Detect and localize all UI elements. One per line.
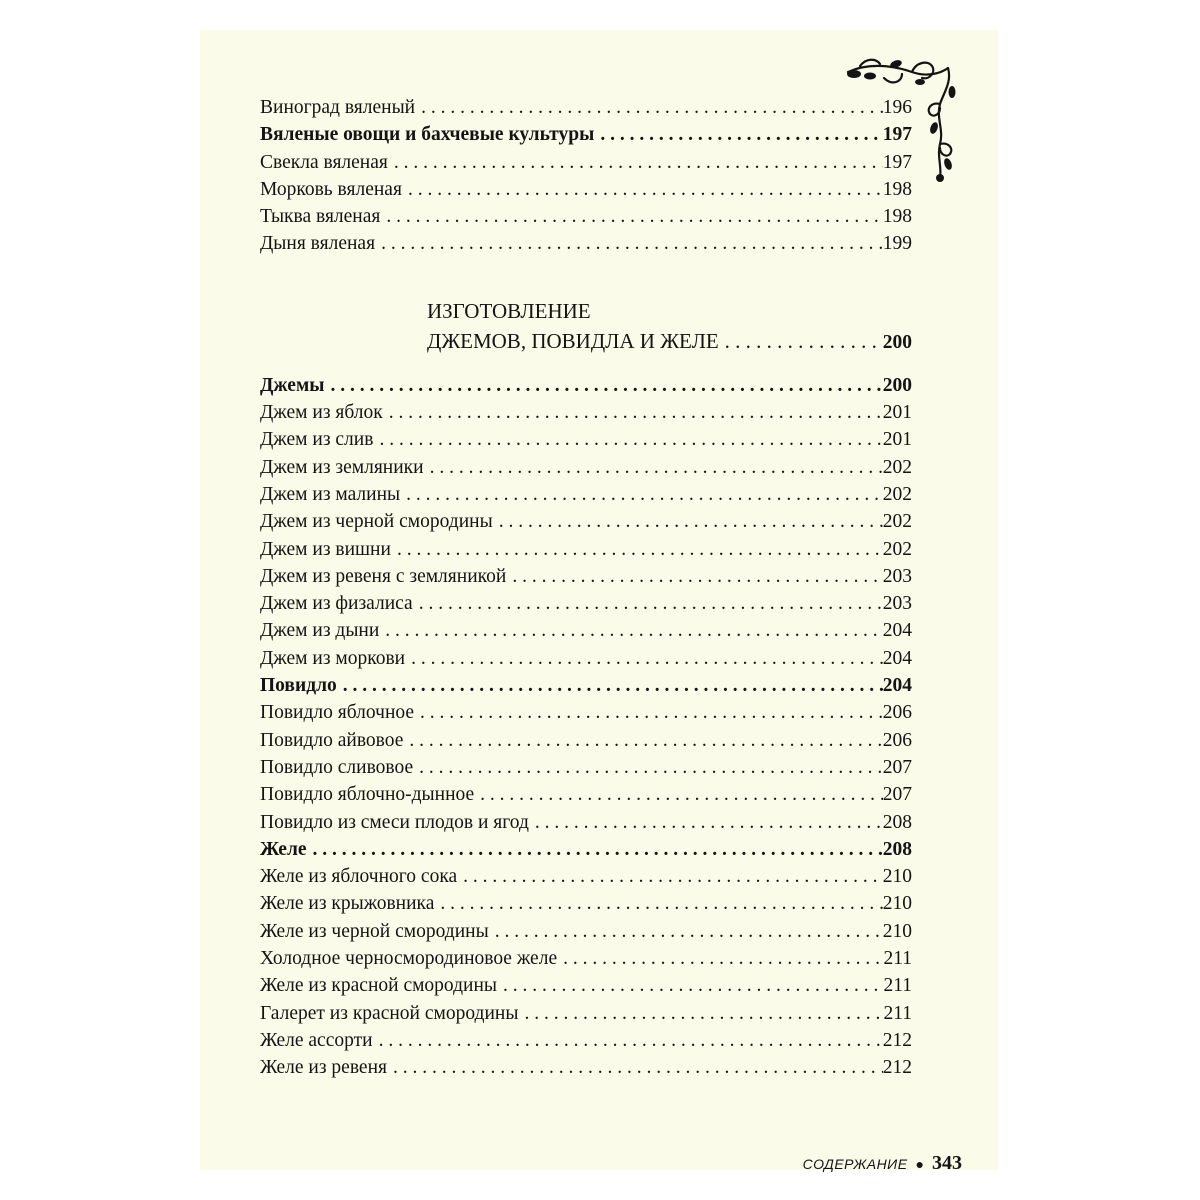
toc-entry-page: 203	[882, 593, 912, 615]
toc-entry	[260, 1000, 912, 1027]
dot-leader	[383, 399, 883, 426]
dot-leader	[337, 672, 883, 699]
toc-entry-page: 211	[883, 975, 912, 997]
toc-entry-page: 207	[882, 784, 912, 806]
toc-entry-page: 202	[882, 538, 912, 560]
section-heading-line2-row	[260, 326, 912, 356]
dot-leader	[373, 1027, 883, 1054]
toc-entry-page: 198	[882, 206, 912, 228]
toc-entry-title: Джем из черной смородины	[260, 511, 493, 533]
toc-entry-title: Повидло айвовое	[260, 729, 404, 751]
toc-entry-title: Джем из слив	[260, 429, 374, 451]
dot-leader	[379, 617, 882, 644]
dot-leader	[518, 1000, 883, 1027]
toc-entry-page: 202	[882, 483, 912, 505]
section-heading-page: 200	[882, 331, 912, 353]
toc-entry-title: Тыква вяленая	[260, 206, 381, 228]
toc-entry	[260, 230, 912, 257]
page-footer	[803, 1152, 962, 1175]
toc-entry-page: 203	[882, 565, 912, 587]
toc-entry-page: 201	[882, 429, 912, 451]
toc-entry-title: Желе из черной смородины	[260, 920, 489, 942]
toc-entry-title: Джем из моркови	[260, 647, 406, 669]
dot-leader	[434, 890, 882, 917]
toc-entry-page: 212	[882, 1029, 912, 1051]
dot-leader	[414, 699, 883, 726]
toc-entry	[260, 972, 912, 999]
toc-entry	[260, 863, 912, 890]
toc-entry	[260, 536, 912, 563]
toc-entry	[260, 918, 912, 945]
dot-leader	[400, 481, 883, 508]
toc-entry-title: Джем из яблок	[260, 402, 383, 424]
toc-entry	[260, 590, 912, 617]
toc-entry-page: 208	[882, 838, 912, 860]
toc-entry-page: 206	[882, 729, 912, 751]
toc-entry	[260, 727, 912, 754]
dot-leader	[489, 918, 883, 945]
section-heading-line2: ДЖЕМОВ, ПОВИДЛА И ЖЕЛЕ	[427, 328, 719, 353]
dot-leader	[405, 645, 883, 672]
toc-entry-title: Холодное черносмородиновое желе	[260, 948, 558, 970]
toc-entry	[260, 809, 912, 836]
toc-entry-title: Джем из ревеня с земляникой	[260, 565, 507, 587]
toc-entry-title: Виноград вяленый	[260, 97, 416, 118]
toc-entry-page: 201	[882, 402, 912, 424]
toc-entry	[260, 836, 912, 863]
toc-entry-page: 212	[882, 1057, 912, 1079]
toc-entry-page: 204	[882, 620, 912, 642]
toc-entry-page: 197	[882, 124, 912, 146]
dot-leader	[493, 508, 883, 535]
dot-leader	[557, 945, 883, 972]
toc-entry-title: Желе ассорти	[260, 1029, 373, 1051]
toc-entry-title: Джем из земляники	[260, 456, 424, 478]
dot-leader	[413, 754, 883, 781]
toc-entry	[260, 754, 912, 781]
toc-entry-title: Джем из вишни	[260, 538, 391, 560]
dot-leader	[424, 454, 883, 481]
dot-leader	[415, 94, 883, 121]
toc-entry-title: Дыня вяленая	[260, 233, 376, 255]
dot-leader	[474, 781, 883, 808]
toc-entry-title: Желе из ревеня	[260, 1057, 387, 1079]
toc-entry	[260, 645, 912, 672]
toc-entry	[260, 1054, 912, 1081]
toc-entry-page: 210	[882, 920, 912, 942]
toc-entry	[260, 176, 912, 203]
dot-leader	[506, 563, 882, 590]
toc-entry	[260, 399, 912, 426]
toc-entry	[260, 563, 912, 590]
toc-entry-page: 211	[883, 1002, 912, 1024]
toc-entry-title: Морковь вяленая	[260, 178, 402, 200]
toc-entry	[260, 149, 912, 176]
dot-leader	[373, 426, 882, 453]
dot-leader	[307, 836, 883, 863]
toc-entry-page: 204	[882, 647, 912, 669]
toc-entry-title: Джем из малины	[260, 483, 401, 505]
section-heading	[260, 296, 912, 356]
toc-entry	[260, 781, 912, 808]
toc-entry	[260, 426, 912, 453]
toc-entry	[260, 481, 912, 508]
toc-entry	[260, 454, 912, 481]
dot-leader	[594, 121, 882, 148]
toc-entry-title: Вяленые овощи и бахчевые культуры	[260, 124, 595, 146]
dot-leader	[380, 203, 882, 230]
toc-entry-page: 202	[882, 456, 912, 478]
toc-entry-title: Свекла вяленая	[260, 151, 388, 173]
dot-leader	[413, 590, 883, 617]
section-heading-line1: ИЗГОТОВЛЕНИЕ	[427, 298, 591, 323]
dot-leader	[324, 372, 882, 399]
table-of-contents	[260, 94, 912, 1082]
toc-entry-page: 206	[882, 702, 912, 724]
dot-leader	[391, 536, 883, 563]
toc-entry-page: 211	[883, 948, 912, 970]
toc-entry-page: 198	[882, 178, 912, 200]
toc-entry-page: 199	[882, 233, 912, 255]
toc-entry-title: Повидло яблочное	[260, 702, 415, 724]
toc-entry	[260, 372, 912, 399]
book-page	[200, 30, 998, 1174]
dot-leader	[375, 230, 883, 257]
toc-entry-page: 204	[882, 675, 912, 697]
toc-entry-title: Галерет из красной смородины	[260, 1002, 519, 1024]
toc-entry	[260, 121, 912, 148]
toc-entry-page: 202	[882, 511, 912, 533]
toc-entry	[260, 1027, 912, 1054]
toc-entry-title: Желе из красной смородины	[260, 975, 498, 997]
toc-entry-page: 210	[882, 866, 912, 888]
toc-entry	[260, 945, 912, 972]
toc-entry	[260, 508, 912, 535]
toc-entry-title: Желе из крыжовника	[260, 893, 435, 915]
toc-entry-title: Джем из физалиса	[260, 593, 413, 615]
dot-leader	[719, 326, 883, 356]
toc-entry	[260, 890, 912, 917]
toc-entry-title: Повидло из смеси плодов и ягод	[260, 811, 529, 833]
toc-entry-title: Повидло сливовое	[260, 756, 414, 778]
toc-entry	[260, 699, 912, 726]
toc-entry	[260, 94, 912, 121]
toc-entry-page: 207	[882, 756, 912, 778]
toc-entry-title: Повидло яблочно-дынное	[260, 784, 475, 806]
dot-leader	[402, 176, 883, 203]
toc-entry-page: 196	[882, 97, 912, 118]
dot-leader	[388, 149, 883, 176]
toc-entry-page: 208	[882, 811, 912, 833]
toc-entry-page: 210	[882, 893, 912, 915]
toc-entry-title: Желе	[260, 838, 307, 860]
toc-entry-page: 200	[882, 374, 912, 396]
toc-entry-title: Джем из дыни	[260, 620, 380, 642]
dot-leader	[497, 972, 883, 999]
page-number: 343	[932, 1152, 962, 1174]
toc-entry-page: 197	[882, 151, 912, 173]
toc-entry	[260, 617, 912, 644]
toc-entry	[260, 203, 912, 230]
toc-entry	[260, 672, 912, 699]
dot-leader	[457, 863, 883, 890]
toc-entry-title: Желе из яблочного сока	[260, 866, 458, 888]
dot-leader	[387, 1054, 883, 1081]
footer-bullet: ●	[915, 1158, 924, 1173]
running-head: СОДЕРЖАНИЕ	[802, 1156, 908, 1172]
dot-leader	[529, 809, 883, 836]
toc-entry-title: Повидло	[260, 675, 337, 697]
dot-leader	[403, 727, 882, 754]
toc-entry-title: Джемы	[260, 374, 325, 396]
